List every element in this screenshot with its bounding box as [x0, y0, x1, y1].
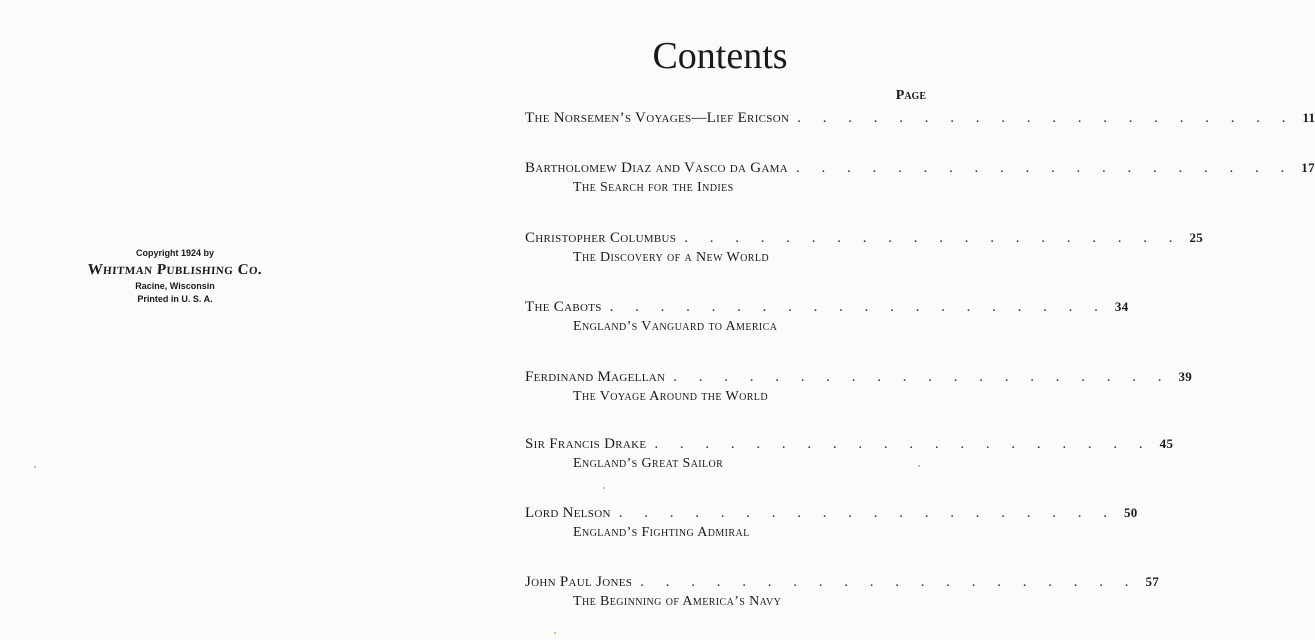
- paper-speck: [603, 487, 605, 489]
- printed-in: Printed in U. S. A.: [137, 294, 213, 304]
- toc-entry-subtitle: The Search for the Indies: [573, 180, 734, 195]
- toc-entry-subtitle: The Voyage Around the World: [573, 389, 768, 404]
- publisher-location: Racine, Wisconsin: [135, 281, 215, 291]
- dot-leader: . . . . . . . . . . . . . . . . . . . .: [673, 369, 1171, 385]
- toc-page-number: 25: [1189, 230, 1204, 245]
- paper-speck: [918, 465, 920, 467]
- toc-page-number: 57: [1145, 574, 1160, 589]
- toc-entry: [525, 299, 1129, 339]
- toc-entry-title: Lord Nelson: [525, 505, 611, 521]
- toc-entry-title: Sir Francis Drake: [525, 436, 647, 452]
- dot-leader: . . . . . . . . . . . . . . . . . . . .: [640, 574, 1138, 590]
- toc-entry: [525, 110, 1315, 130]
- toc-entry: [525, 369, 1193, 409]
- left-page: [0, 0, 470, 640]
- toc-entry-subtitle: England’s Great Sailor: [573, 456, 724, 471]
- toc-page-number: 11: [1302, 110, 1315, 125]
- toc-entry-title: Christopher Columbus: [525, 230, 677, 246]
- toc-entry: [525, 436, 1174, 476]
- toc-entry-title: The Norsemen’s Voyages—Lief Ericson: [525, 110, 790, 126]
- copyright-line: Copyright 1924 by: [135, 248, 215, 258]
- toc-entry-subtitle: England’s Fighting Admiral: [573, 525, 750, 540]
- dot-leader: . . . . . . . . . . . . . . . . . . . .: [796, 160, 1294, 176]
- toc-entry-title: Ferdinand Magellan: [525, 369, 666, 385]
- toc-entry-title: Bartholomew Diaz and Vasco da Gama: [525, 160, 789, 176]
- dot-leader: . . . . . . . . . . . . . . . . . . . .: [609, 299, 1107, 315]
- toc-entry-title: The Cabots: [525, 299, 602, 315]
- page-title: Contents: [652, 35, 788, 77]
- right-page: [470, 0, 1315, 640]
- publisher-name: Whitman Publishing Co.: [87, 262, 263, 278]
- toc-page-number: 34: [1114, 299, 1129, 314]
- copyright-block: [60, 247, 290, 306]
- toc-page-number: 17: [1301, 160, 1315, 175]
- paper-speck: [34, 466, 36, 468]
- toc-page-number: 39: [1178, 369, 1193, 384]
- paper-speck: [554, 632, 556, 634]
- dot-leader: . . . . . . . . . . . . . . . . . . . .: [684, 230, 1182, 246]
- dot-leader: . . . . . . . . . . . . . . . . . . . .: [797, 110, 1295, 126]
- toc-entry-subtitle: The Discovery of a New World: [573, 250, 769, 265]
- dot-leader: . . . . . . . . . . . . . . . . . . . .: [654, 436, 1152, 452]
- toc-entry: [525, 574, 1160, 614]
- toc-page-number: 50: [1123, 505, 1138, 520]
- toc-entry: [525, 230, 1204, 270]
- toc-entry: [525, 505, 1138, 545]
- toc-entry-subtitle: England’s Vanguard to America: [573, 319, 778, 334]
- toc-page-number: 45: [1159, 436, 1174, 451]
- toc-entry: [525, 160, 1315, 200]
- page-column-header: Page: [895, 88, 926, 103]
- dot-leader: . . . . . . . . . . . . . . . . . . . .: [618, 505, 1116, 521]
- toc-entry-title: John Paul Jones: [525, 574, 633, 590]
- toc-entry-subtitle: The Beginning of America’s Navy: [573, 594, 782, 609]
